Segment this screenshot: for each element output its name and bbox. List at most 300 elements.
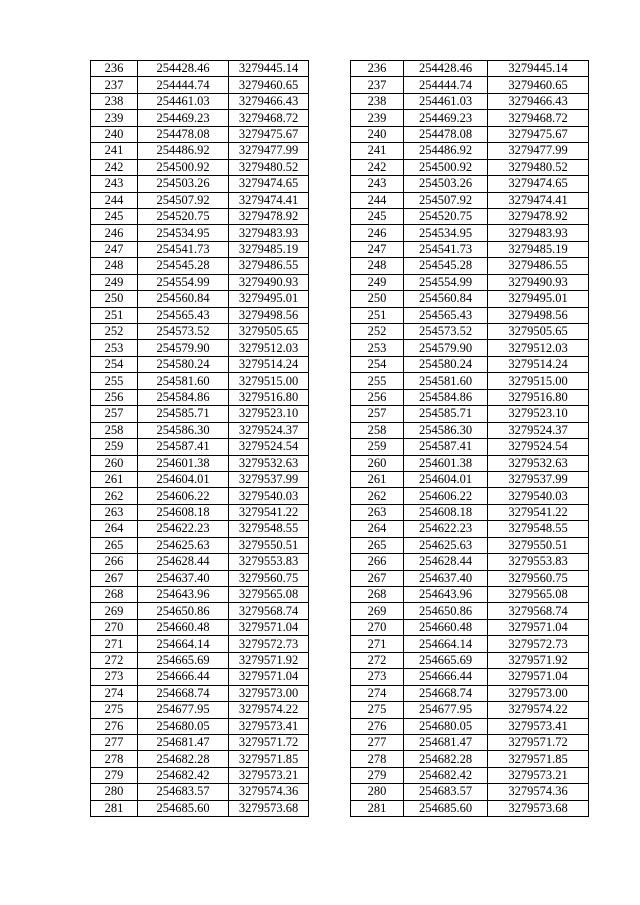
y-coordinate-cell: 3279550.51	[229, 537, 309, 553]
x-coordinate-cell: 254580.24	[404, 356, 488, 372]
y-coordinate-cell: 3279460.65	[229, 77, 309, 93]
table-row	[91, 389, 309, 405]
y-coordinate-cell: 3279571.85	[229, 751, 309, 767]
x-coordinate-cell: 254664.14	[138, 636, 229, 652]
point-number-cell: 245	[351, 208, 404, 224]
point-number-cell: 269	[351, 603, 404, 619]
y-coordinate-cell: 3279480.52	[488, 159, 589, 175]
x-coordinate-cell: 254665.69	[404, 652, 488, 668]
y-coordinate-cell: 3279573.21	[229, 767, 309, 783]
y-coordinate-cell: 3279478.92	[488, 208, 589, 224]
x-coordinate-cell: 254580.24	[138, 356, 229, 372]
y-coordinate-cell: 3279474.41	[488, 192, 589, 208]
x-coordinate-cell: 254541.73	[404, 241, 488, 257]
x-coordinate-cell: 254604.01	[404, 471, 488, 487]
table-row	[91, 784, 309, 800]
x-coordinate-cell: 254560.84	[404, 291, 488, 307]
point-number-cell: 246	[351, 225, 404, 241]
x-coordinate-cell: 254565.43	[138, 307, 229, 323]
x-coordinate-cell: 254601.38	[138, 455, 229, 471]
table-row	[91, 241, 309, 257]
table-row	[91, 291, 309, 307]
point-number-cell: 240	[351, 126, 404, 142]
x-coordinate-cell: 254682.28	[404, 751, 488, 767]
x-coordinate-cell: 254587.41	[404, 439, 488, 455]
point-number-cell: 243	[351, 176, 404, 192]
table-row	[351, 324, 589, 340]
table-row	[351, 652, 589, 668]
point-number-cell: 266	[351, 554, 404, 570]
point-number-cell: 255	[91, 373, 138, 389]
table-row	[351, 422, 589, 438]
point-number-cell: 271	[91, 636, 138, 652]
x-coordinate-cell: 254682.42	[138, 767, 229, 783]
x-coordinate-cell: 254586.30	[404, 422, 488, 438]
x-coordinate-cell: 254680.05	[138, 718, 229, 734]
table-row	[91, 208, 309, 224]
x-coordinate-cell: 254587.41	[138, 439, 229, 455]
x-coordinate-cell: 254585.71	[138, 406, 229, 422]
x-coordinate-cell: 254677.95	[138, 702, 229, 718]
x-coordinate-cell: 254503.26	[404, 176, 488, 192]
x-coordinate-cell: 254666.44	[138, 669, 229, 685]
point-number-cell: 240	[91, 126, 138, 142]
y-coordinate-cell: 3279537.99	[488, 471, 589, 487]
table-row	[351, 192, 589, 208]
table-row	[351, 685, 589, 701]
point-number-cell: 269	[91, 603, 138, 619]
point-number-cell: 277	[91, 734, 138, 750]
x-coordinate-cell: 254541.73	[138, 241, 229, 257]
x-coordinate-cell: 254681.47	[404, 734, 488, 750]
y-coordinate-cell: 3279573.41	[488, 718, 589, 734]
coordinate-table-left-body	[91, 61, 309, 817]
y-coordinate-cell: 3279571.72	[229, 734, 309, 750]
y-coordinate-cell: 3279486.55	[488, 258, 589, 274]
y-coordinate-cell: 3279573.00	[229, 685, 309, 701]
x-coordinate-cell: 254606.22	[404, 488, 488, 504]
y-coordinate-cell: 3279548.55	[229, 521, 309, 537]
y-coordinate-cell: 3279490.93	[488, 274, 589, 290]
point-number-cell: 238	[91, 93, 138, 109]
point-number-cell: 270	[351, 619, 404, 635]
table-row	[91, 603, 309, 619]
y-coordinate-cell: 3279574.22	[229, 702, 309, 718]
x-coordinate-cell: 254486.92	[138, 143, 229, 159]
table-row	[351, 784, 589, 800]
x-coordinate-cell: 254534.95	[404, 225, 488, 241]
point-number-cell: 256	[91, 389, 138, 405]
table-row	[351, 718, 589, 734]
point-number-cell: 239	[91, 110, 138, 126]
x-coordinate-cell: 254622.23	[138, 521, 229, 537]
table-row	[351, 406, 589, 422]
point-number-cell: 247	[351, 241, 404, 257]
y-coordinate-cell: 3279524.37	[229, 422, 309, 438]
y-coordinate-cell: 3279541.22	[488, 504, 589, 520]
y-coordinate-cell: 3279468.72	[229, 110, 309, 126]
table-row	[351, 636, 589, 652]
y-coordinate-cell: 3279571.04	[488, 669, 589, 685]
table-row	[91, 587, 309, 603]
point-number-cell: 237	[91, 77, 138, 93]
x-coordinate-cell: 254637.40	[404, 570, 488, 586]
x-coordinate-cell: 254606.22	[138, 488, 229, 504]
table-row	[91, 734, 309, 750]
x-coordinate-cell: 254584.86	[404, 389, 488, 405]
x-coordinate-cell: 254682.42	[404, 767, 488, 783]
x-coordinate-cell: 254545.28	[404, 258, 488, 274]
x-coordinate-cell: 254681.47	[138, 734, 229, 750]
table-row	[91, 570, 309, 586]
y-coordinate-cell: 3279524.54	[488, 439, 589, 455]
point-number-cell: 251	[351, 307, 404, 323]
y-coordinate-cell: 3279560.75	[229, 570, 309, 586]
y-coordinate-cell: 3279485.19	[488, 241, 589, 257]
y-coordinate-cell: 3279571.72	[488, 734, 589, 750]
x-coordinate-cell: 254500.92	[138, 159, 229, 175]
x-coordinate-cell: 254668.74	[138, 685, 229, 701]
table-row	[351, 554, 589, 570]
y-coordinate-cell: 3279572.73	[229, 636, 309, 652]
y-coordinate-cell: 3279524.37	[488, 422, 589, 438]
x-coordinate-cell: 254664.14	[404, 636, 488, 652]
point-number-cell: 246	[91, 225, 138, 241]
x-coordinate-cell: 254685.60	[138, 800, 229, 816]
point-number-cell: 248	[91, 258, 138, 274]
point-number-cell: 267	[351, 570, 404, 586]
point-number-cell: 243	[91, 176, 138, 192]
y-coordinate-cell: 3279573.41	[229, 718, 309, 734]
point-number-cell: 272	[351, 652, 404, 668]
y-coordinate-cell: 3279574.22	[488, 702, 589, 718]
table-row	[91, 636, 309, 652]
point-number-cell: 253	[351, 340, 404, 356]
coordinate-table-right-body	[351, 61, 589, 817]
y-coordinate-cell: 3279553.83	[229, 554, 309, 570]
point-number-cell: 255	[351, 373, 404, 389]
coordinate-table-right	[350, 60, 589, 817]
point-number-cell: 279	[351, 767, 404, 783]
table-row	[91, 439, 309, 455]
y-coordinate-cell: 3279516.80	[229, 389, 309, 405]
table-row	[351, 340, 589, 356]
x-coordinate-cell: 254507.92	[404, 192, 488, 208]
point-number-cell: 259	[351, 439, 404, 455]
table-row	[91, 669, 309, 685]
point-number-cell: 239	[351, 110, 404, 126]
point-number-cell: 248	[351, 258, 404, 274]
table-row	[91, 504, 309, 520]
x-coordinate-cell: 254534.95	[138, 225, 229, 241]
table-row	[351, 61, 589, 77]
x-coordinate-cell: 254478.08	[138, 126, 229, 142]
y-coordinate-cell: 3279514.24	[488, 356, 589, 372]
table-row	[91, 373, 309, 389]
table-row	[91, 455, 309, 471]
point-number-cell: 271	[351, 636, 404, 652]
y-coordinate-cell: 3279466.43	[229, 93, 309, 109]
x-coordinate-cell: 254461.03	[404, 93, 488, 109]
point-number-cell: 261	[91, 471, 138, 487]
x-coordinate-cell: 254579.90	[138, 340, 229, 356]
y-coordinate-cell: 3279523.10	[229, 406, 309, 422]
table-row	[91, 767, 309, 783]
y-coordinate-cell: 3279573.68	[229, 800, 309, 816]
point-number-cell: 268	[351, 587, 404, 603]
point-number-cell: 241	[351, 143, 404, 159]
table-row	[351, 587, 589, 603]
point-number-cell: 238	[351, 93, 404, 109]
table-row	[91, 126, 309, 142]
x-coordinate-cell: 254507.92	[138, 192, 229, 208]
x-coordinate-cell: 254665.69	[138, 652, 229, 668]
table-row	[351, 291, 589, 307]
table-row	[351, 603, 589, 619]
table-row	[351, 570, 589, 586]
y-coordinate-cell: 3279571.85	[488, 751, 589, 767]
point-number-cell: 263	[351, 504, 404, 520]
point-number-cell: 244	[91, 192, 138, 208]
y-coordinate-cell: 3279483.93	[488, 225, 589, 241]
x-coordinate-cell: 254461.03	[138, 93, 229, 109]
x-coordinate-cell: 254500.92	[404, 159, 488, 175]
table-row	[351, 208, 589, 224]
point-number-cell: 244	[351, 192, 404, 208]
point-number-cell: 260	[91, 455, 138, 471]
x-coordinate-cell: 254637.40	[138, 570, 229, 586]
x-coordinate-cell: 254579.90	[404, 340, 488, 356]
x-coordinate-cell: 254486.92	[404, 143, 488, 159]
y-coordinate-cell: 3279541.22	[229, 504, 309, 520]
y-coordinate-cell: 3279498.56	[229, 307, 309, 323]
table-row	[91, 554, 309, 570]
table-row	[91, 521, 309, 537]
y-coordinate-cell: 3279560.75	[488, 570, 589, 586]
y-coordinate-cell: 3279478.92	[229, 208, 309, 224]
y-coordinate-cell: 3279568.74	[229, 603, 309, 619]
point-number-cell: 275	[91, 702, 138, 718]
y-coordinate-cell: 3279512.03	[229, 340, 309, 356]
y-coordinate-cell: 3279474.41	[229, 192, 309, 208]
table-row	[91, 685, 309, 701]
table-row	[351, 126, 589, 142]
y-coordinate-cell: 3279573.21	[488, 767, 589, 783]
x-coordinate-cell: 254586.30	[138, 422, 229, 438]
point-number-cell: 275	[351, 702, 404, 718]
y-coordinate-cell: 3279514.24	[229, 356, 309, 372]
point-number-cell: 237	[351, 77, 404, 93]
point-number-cell: 262	[91, 488, 138, 504]
point-number-cell: 254	[91, 356, 138, 372]
x-coordinate-cell: 254520.75	[404, 208, 488, 224]
table-row	[351, 488, 589, 504]
y-coordinate-cell: 3279490.93	[229, 274, 309, 290]
x-coordinate-cell: 254660.48	[138, 619, 229, 635]
point-number-cell: 257	[351, 406, 404, 422]
x-coordinate-cell: 254584.86	[138, 389, 229, 405]
table-row	[351, 389, 589, 405]
point-number-cell: 273	[351, 669, 404, 685]
table-row	[91, 324, 309, 340]
table-row	[351, 143, 589, 159]
table-row	[351, 537, 589, 553]
y-coordinate-cell: 3279568.74	[488, 603, 589, 619]
table-row	[91, 225, 309, 241]
point-number-cell: 276	[91, 718, 138, 734]
x-coordinate-cell: 254660.48	[404, 619, 488, 635]
y-coordinate-cell: 3279553.83	[488, 554, 589, 570]
x-coordinate-cell: 254604.01	[138, 471, 229, 487]
x-coordinate-cell: 254444.74	[404, 77, 488, 93]
point-number-cell: 252	[351, 324, 404, 340]
y-coordinate-cell: 3279571.92	[488, 652, 589, 668]
y-coordinate-cell: 3279477.99	[488, 143, 589, 159]
y-coordinate-cell: 3279475.67	[488, 126, 589, 142]
table-row	[91, 110, 309, 126]
point-number-cell: 247	[91, 241, 138, 257]
point-number-cell: 251	[91, 307, 138, 323]
y-coordinate-cell: 3279515.00	[229, 373, 309, 389]
table-row	[91, 93, 309, 109]
y-coordinate-cell: 3279571.04	[229, 669, 309, 685]
y-coordinate-cell: 3279483.93	[229, 225, 309, 241]
table-row	[91, 406, 309, 422]
point-number-cell: 258	[91, 422, 138, 438]
y-coordinate-cell: 3279574.36	[229, 784, 309, 800]
x-coordinate-cell: 254628.44	[138, 554, 229, 570]
point-number-cell: 242	[91, 159, 138, 175]
table-row	[91, 751, 309, 767]
point-number-cell: 254	[351, 356, 404, 372]
point-number-cell: 278	[91, 751, 138, 767]
table-row	[351, 504, 589, 520]
point-number-cell: 280	[351, 784, 404, 800]
x-coordinate-cell: 254680.05	[404, 718, 488, 734]
table-row	[91, 356, 309, 372]
x-coordinate-cell: 254469.23	[138, 110, 229, 126]
table-row	[351, 669, 589, 685]
x-coordinate-cell: 254608.18	[404, 504, 488, 520]
y-coordinate-cell: 3279540.03	[229, 488, 309, 504]
x-coordinate-cell: 254643.96	[404, 587, 488, 603]
table-row	[91, 159, 309, 175]
y-coordinate-cell: 3279498.56	[488, 307, 589, 323]
point-number-cell: 281	[351, 800, 404, 816]
table-row	[351, 241, 589, 257]
y-coordinate-cell: 3279537.99	[229, 471, 309, 487]
x-coordinate-cell: 254428.46	[404, 61, 488, 77]
coordinate-table-left	[90, 60, 309, 817]
table-row	[91, 422, 309, 438]
point-number-cell: 281	[91, 800, 138, 816]
point-number-cell: 262	[351, 488, 404, 504]
x-coordinate-cell: 254682.28	[138, 751, 229, 767]
table-row	[351, 734, 589, 750]
point-number-cell: 261	[351, 471, 404, 487]
y-coordinate-cell: 3279512.03	[488, 340, 589, 356]
y-coordinate-cell: 3279474.65	[488, 176, 589, 192]
x-coordinate-cell: 254683.57	[404, 784, 488, 800]
point-number-cell: 276	[351, 718, 404, 734]
x-coordinate-cell: 254581.60	[138, 373, 229, 389]
point-number-cell: 274	[351, 685, 404, 701]
point-number-cell: 264	[351, 521, 404, 537]
table-row	[91, 307, 309, 323]
point-number-cell: 258	[351, 422, 404, 438]
y-coordinate-cell: 3279550.51	[488, 537, 589, 553]
x-coordinate-cell: 254503.26	[138, 176, 229, 192]
point-number-cell: 253	[91, 340, 138, 356]
table-row	[91, 258, 309, 274]
x-coordinate-cell: 254643.96	[138, 587, 229, 603]
y-coordinate-cell: 3279565.08	[229, 587, 309, 603]
point-number-cell: 270	[91, 619, 138, 635]
x-coordinate-cell: 254668.74	[404, 685, 488, 701]
y-coordinate-cell: 3279474.65	[229, 176, 309, 192]
table-row	[91, 77, 309, 93]
x-coordinate-cell: 254628.44	[404, 554, 488, 570]
x-coordinate-cell: 254469.23	[404, 110, 488, 126]
point-number-cell: 249	[351, 274, 404, 290]
table-row	[351, 800, 589, 816]
x-coordinate-cell: 254685.60	[404, 800, 488, 816]
table-row	[351, 471, 589, 487]
y-coordinate-cell: 3279480.52	[229, 159, 309, 175]
x-coordinate-cell: 254683.57	[138, 784, 229, 800]
point-number-cell: 279	[91, 767, 138, 783]
table-row	[351, 176, 589, 192]
table-row	[91, 718, 309, 734]
x-coordinate-cell: 254601.38	[404, 455, 488, 471]
y-coordinate-cell: 3279486.55	[229, 258, 309, 274]
x-coordinate-cell: 254677.95	[404, 702, 488, 718]
y-coordinate-cell: 3279571.92	[229, 652, 309, 668]
point-number-cell: 245	[91, 208, 138, 224]
point-number-cell: 252	[91, 324, 138, 340]
point-number-cell: 256	[351, 389, 404, 405]
y-coordinate-cell: 3279532.63	[229, 455, 309, 471]
y-coordinate-cell: 3279565.08	[488, 587, 589, 603]
point-number-cell: 265	[91, 537, 138, 553]
table-row	[351, 159, 589, 175]
x-coordinate-cell: 254565.43	[404, 307, 488, 323]
point-number-cell: 267	[91, 570, 138, 586]
point-number-cell: 250	[91, 291, 138, 307]
table-row	[351, 110, 589, 126]
table-row	[91, 274, 309, 290]
y-coordinate-cell: 3279460.65	[488, 77, 589, 93]
y-coordinate-cell: 3279532.63	[488, 455, 589, 471]
table-row	[91, 176, 309, 192]
y-coordinate-cell: 3279505.65	[229, 324, 309, 340]
point-number-cell: 264	[91, 521, 138, 537]
point-number-cell: 278	[351, 751, 404, 767]
x-coordinate-cell: 254585.71	[404, 406, 488, 422]
y-coordinate-cell: 3279468.72	[488, 110, 589, 126]
x-coordinate-cell: 254608.18	[138, 504, 229, 520]
y-coordinate-cell: 3279495.01	[229, 291, 309, 307]
y-coordinate-cell: 3279548.55	[488, 521, 589, 537]
table-row	[351, 93, 589, 109]
x-coordinate-cell: 254554.99	[138, 274, 229, 290]
y-coordinate-cell: 3279573.00	[488, 685, 589, 701]
point-number-cell: 250	[351, 291, 404, 307]
table-row	[351, 356, 589, 372]
y-coordinate-cell: 3279505.65	[488, 324, 589, 340]
y-coordinate-cell: 3279445.14	[488, 61, 589, 77]
point-number-cell: 274	[91, 685, 138, 701]
